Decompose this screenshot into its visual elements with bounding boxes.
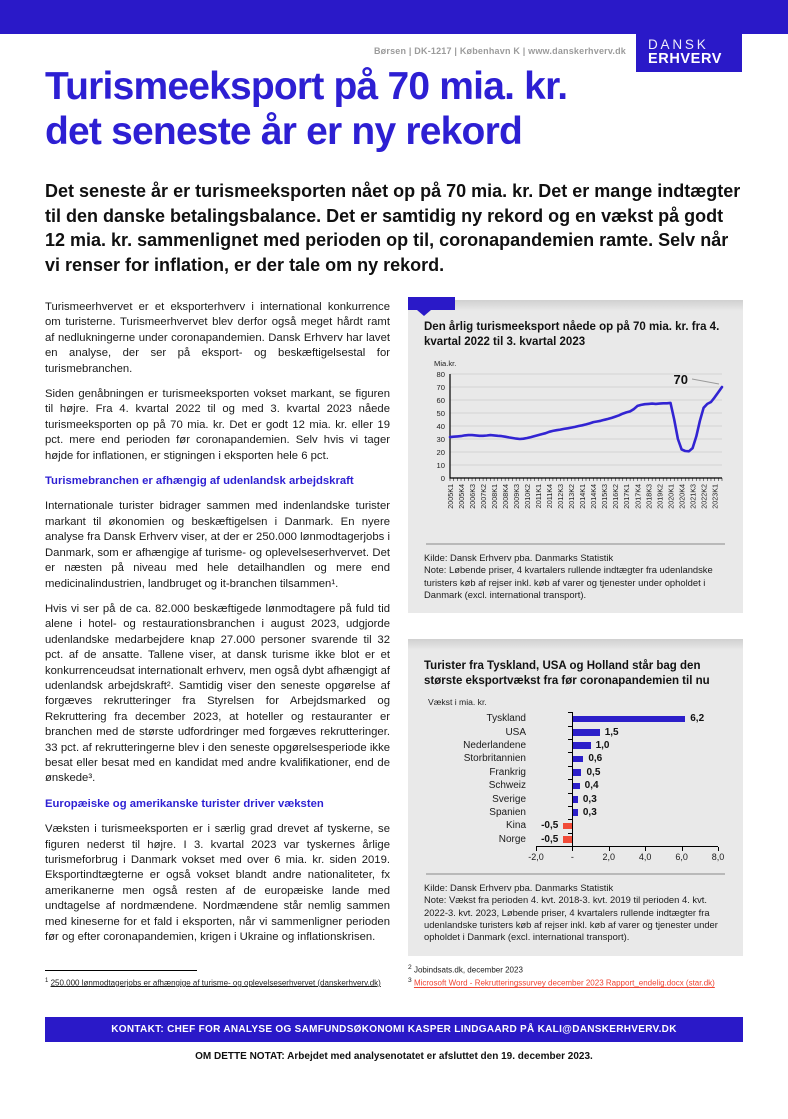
- footnote-3-link[interactable]: Microsoft Word - Rekrutteringssurvey december 2023 Rapport_endelig.docx (star.dk): [413, 978, 715, 988]
- svg-text:2010K2: 2010K2: [523, 484, 532, 509]
- page-header: [374, 33, 742, 72]
- svg-text:2023K1: 2023K1: [710, 484, 720, 509]
- footnote-2-text: Jobindsats.dk, december 2023: [413, 965, 523, 975]
- x-axis-tick-label: 4,0: [638, 852, 652, 863]
- bar-row: [536, 793, 718, 806]
- footnote-1: [45, 976, 390, 989]
- page-content: [0, 64, 788, 989]
- logo-text-bottom: ERHVERV: [648, 51, 723, 67]
- bar-chart-box: [408, 639, 743, 955]
- x-axis-tick: [645, 847, 646, 851]
- svg-text:2009K3: 2009K3: [512, 484, 521, 509]
- paragraph: Internationale turister bidrager sammen med indenlandske turister markant til økonomien og beskæftigelsen i Danmark. En nyere analyse fra Dansk Erhverv viser, at der er 250.000 lønmodtagerjobs i Danmark, som er afhængige af turisme- og oplevelseserhvervet. Det er næsten på niveau med hele detailhandlen og mere end medicinalindustrien, landbruget og it-branchen tilsammen¹.: [45, 500, 390, 590]
- top-brand-bar: [0, 0, 788, 34]
- svg-text:2008K1: 2008K1: [489, 484, 499, 509]
- svg-text:2005K4: 2005K4: [456, 484, 466, 509]
- section-heading: Europæiske og amerikanske turister driver væksten: [45, 797, 324, 810]
- growth-chart-plot: [536, 712, 718, 846]
- bar-value-label: 1,0: [595, 739, 610, 751]
- chart-source-divider: [426, 543, 725, 545]
- bar-category-label: Tyskland: [486, 713, 526, 725]
- category-axis-tick: [568, 806, 572, 807]
- bar-category-label: Nederlandene: [463, 739, 526, 751]
- footnote-2: [408, 962, 743, 976]
- bar-category-label: Norge: [498, 833, 526, 845]
- bar: [563, 836, 572, 843]
- line-chart-note: Note: Løbende priser, 4 kvartalers rullende indtægter fra udenlandske turisters køb af rejser inkl. køb af varer og tjenester under opholdet i Danmark (excl. international transport).: [424, 564, 713, 600]
- svg-text:2017K4: 2017K4: [633, 484, 643, 509]
- x-axis-tick: [536, 847, 537, 851]
- category-axis-tick: [568, 766, 572, 767]
- bar-category-label: Schweiz: [488, 780, 526, 792]
- bar: [563, 823, 572, 830]
- line-chart-box: [408, 300, 743, 613]
- bar-row: [536, 819, 718, 832]
- bar-chart-title: Turister fra Tyskland, USA og Holland står bag den største eksportvækst fra før coronapandemien til nu: [424, 660, 710, 688]
- bar-row: [536, 726, 718, 739]
- bar-value-label: -0,5: [541, 833, 559, 845]
- blue-ribbon-marker: [408, 297, 455, 310]
- bar-value-label: 0,3: [582, 806, 597, 818]
- line-chart-source: Kilde: Dansk Erhverv pba. Danmarks Statistik: [424, 552, 614, 563]
- svg-text:2012K3: 2012K3: [556, 484, 566, 509]
- logo-text-top: DANSK: [648, 37, 709, 52]
- svg-text:80: 80: [436, 369, 445, 379]
- svg-text:60: 60: [436, 395, 445, 405]
- about-note: OM DETTE NOTAT: Arbejdet med analysenotatet er afsluttet den 19. december 2023.: [195, 1050, 593, 1062]
- svg-text:2008K4: 2008K4: [500, 484, 510, 509]
- page-title: [45, 64, 743, 154]
- growth-chart-plotwrap: [528, 712, 725, 865]
- category-axis-tick: [568, 819, 572, 820]
- svg-text:Mia.kr.: Mia.kr.: [434, 359, 457, 368]
- figures-column: [408, 300, 743, 989]
- x-axis-tick: [718, 847, 719, 851]
- category-axis-tick: [568, 833, 572, 834]
- svg-text:2022K2: 2022K2: [699, 484, 709, 509]
- bar-value-label: 0,3: [582, 793, 597, 805]
- footnote-divider: [45, 970, 197, 971]
- svg-text:20: 20: [436, 447, 445, 457]
- bar-row: [536, 779, 718, 792]
- svg-text:2020K4: 2020K4: [677, 484, 687, 509]
- bar-row: [536, 712, 718, 725]
- bar-value-label: 0,4: [584, 780, 599, 792]
- bar-value-label: 1,5: [604, 726, 619, 738]
- bar-chart-body: [424, 712, 727, 865]
- svg-text:50: 50: [436, 408, 445, 418]
- title-line-2: det seneste år er ny rekord: [45, 110, 522, 153]
- bar-chart-axis-label: Vækst i mia. kr.: [428, 697, 487, 708]
- category-axis-tick: [568, 752, 572, 753]
- paragraph: Siden genåbningen er turismeeksporten vokset markant, se figuren til højre. Fra 4. kvartal 2022 til og med 3. kvartal 2023 nåede turismeeksporten op på 70 mia. kr. Det er godt 12 mia. kr. eller 19 pct. mere end perioden før coronapandemien. Selv hvis vi tager højde for inflationen, er stigningen i eksporten hele 6 pct.: [45, 388, 390, 462]
- svg-text:2014K1: 2014K1: [578, 484, 588, 509]
- svg-text:0: 0: [440, 473, 445, 483]
- bar-value-label: 6,2: [690, 713, 705, 725]
- x-axis-tick-label: -2,0: [528, 852, 544, 863]
- category-axis-tick: [568, 712, 572, 713]
- bar-category-label: Frankrig: [489, 766, 526, 778]
- paragraph: Turismeerhvervet er et eksporterhverv i international konkurrence om turisterne. Turismeerhvervet blev derfor også meget hårdt ramt af nedlukningerne under coronapandemien. Dansk Erhverv har lavet en analyse, der ser på eksport- og beskæftigelsestal for turismebranchen.: [45, 301, 390, 375]
- bar-chart-note: Note: Vækst fra perioden 4. kvt. 2018-3. kvt. 2019 til perioden 4. kvt. 2022-3. kvt. 2023, Løbende priser, 4 kvartalers rullende indtægter fra udenlandske turisters køb af rejser inkl. køb af varer og tjenester under opholdet i Danmark (excl. international transport).: [424, 894, 718, 943]
- bar-category-label: Spanien: [489, 806, 526, 818]
- x-axis-tick: [609, 847, 610, 851]
- intro-paragraph: Det seneste år er turismeeksporten nået op på 70 mia. kr. Det er mange indtægter til den danske betalingsbalance. Det er samtidig ny rekord og en vækst på godt 12 mia. kr. sammenlignet med perioden op til, coronapandemien ramte. Selv når vi renser for inflation, er der tale om ny rekord.: [45, 181, 741, 275]
- bar: [572, 716, 685, 723]
- contact-bar: KONTAKT: CHEF FOR ANALYSE OG SAMFUNDSØKONOMI KASPER LINDGAARD PÅ KALI@DANSKERHVERV.DK: [45, 1017, 743, 1042]
- turismeeksport-line-chart: [424, 358, 727, 530]
- article-column: [45, 300, 390, 989]
- bar: [572, 769, 581, 776]
- title-line-1: Turismeeksport på 70 mia. kr.: [45, 65, 568, 108]
- footnote-1-link[interactable]: 250.000 lønmodtagerjobs er afhængige af turisme- og oplevelseserhvervet (danskerhverv.dk): [50, 978, 381, 988]
- bar-row: [536, 833, 718, 846]
- bar: [572, 756, 583, 763]
- category-axis-tick: [568, 726, 572, 727]
- bar-value-label: 0,6: [588, 753, 603, 765]
- x-axis-tick-label: -: [570, 852, 574, 863]
- footnote-3: [408, 975, 743, 989]
- bar-row: [536, 739, 718, 752]
- svg-text:2011K1: 2011K1: [534, 484, 543, 509]
- growth-chart-axis: [528, 846, 725, 865]
- paragraph: Hvis vi ser på de ca. 82.000 beskæftigede lønmodtagere på fuld tid alene i hotel- og restaurationsbranchen i august 2023, udgjorde udenlandske medarbejdere knap 27.000 personer svarende til 32 pct. af de ansatte. Tallene viser, at dansk turisme ikke blot er et konkurrenceudsat internationalt erhverv, men også dybt afhængigt af udenlandsk arbejdskraft². Samtidig viser den seneste opgørelse af forgæves rekrutteringer fra Styrelsen for Arbejdsmarked og Rekruttering fra december 2023, at hoteller og restauranter er branchen med de største udfordringer med forgæves rekrutteringer. 33 pct. af rekrutteringerne blev i den seneste opgørelsesperiode ikke besat eller besat med en kandidat med andre kvalifikationer, end de ønskede³.: [45, 602, 390, 785]
- bar: [572, 783, 579, 790]
- footnote-block-left: [45, 964, 390, 989]
- svg-text:2014K4: 2014K4: [589, 484, 599, 509]
- line-chart-title: Den årlig turismeeksport nåede op på 70 mia. kr. fra 4. kvartal 2022 til 3. kvartal 2023: [424, 321, 720, 348]
- svg-text:40: 40: [436, 421, 445, 431]
- bar-chart-source: Kilde: Dansk Erhverv pba. Danmarks Statistik: [424, 882, 614, 894]
- svg-text:2007K2: 2007K2: [478, 484, 488, 509]
- svg-text:2021K3: 2021K3: [688, 484, 698, 509]
- bar-category-label: USA: [505, 726, 526, 738]
- footnote-block-right: [408, 956, 743, 989]
- bar-value-label: -0,5: [541, 820, 559, 832]
- spacer: [408, 613, 743, 639]
- svg-text:70: 70: [436, 382, 445, 392]
- svg-text:2020K1: 2020K1: [666, 484, 676, 509]
- footnote-marker: 2: [408, 963, 412, 971]
- bar-row: [536, 766, 718, 779]
- x-axis-tick: [682, 847, 683, 851]
- x-axis-tick-label: 6,0: [675, 852, 688, 863]
- zero-axis-line: [572, 712, 573, 846]
- svg-text:2016K2: 2016K2: [611, 484, 621, 509]
- svg-text:10: 10: [436, 460, 445, 470]
- svg-text:2019K2: 2019K2: [655, 484, 665, 509]
- bar-row: [536, 806, 718, 819]
- bar-value-label: 0,5: [586, 766, 601, 778]
- two-column-body: [45, 300, 743, 989]
- address-line: Børsen | DK-1217 | København K | www.danskerhverv.dk: [373, 46, 626, 56]
- svg-text:2017K1: 2017K1: [622, 484, 632, 509]
- category-axis-tick: [568, 793, 572, 794]
- footnote-marker: 3: [408, 977, 412, 985]
- svg-text:2006K3: 2006K3: [467, 484, 477, 509]
- bar: [572, 742, 590, 749]
- growth-chart-categories: [424, 712, 536, 865]
- svg-text:2005K1: 2005K1: [445, 484, 455, 509]
- bar-category-label: Kina: [505, 820, 526, 832]
- svg-text:2015K3: 2015K3: [600, 484, 610, 509]
- svg-text:2011K4: 2011K4: [545, 484, 554, 509]
- dansk-erhverv-logo: [636, 33, 742, 72]
- bar-row: [536, 752, 718, 765]
- svg-text:2018K3: 2018K3: [644, 484, 654, 509]
- paragraph: Væksten i turismeeksporten er i særlig grad drevet af tyskerne, se figuren nederst til højre. I 3. kvartal 2023 var tyskernes årlige turismeforbrug i Danmark vokset med over 6 mia. kr. siden 2019. Eksportindtægterne er også vokset blandt andre nationaliteter, fx amerikanerne men også resten af de europæiske lande med undtagelse af nordmændene. Nordmændene står nemlig sammen med kineserne for et fald i eksporten, når vi sammenligner perioden før og efter coronapandemien, krigen i Ukraine og inflationskrisen.: [45, 823, 390, 944]
- category-axis-tick: [568, 739, 572, 740]
- svg-text:30: 30: [436, 434, 445, 444]
- chart-source-divider: [426, 873, 725, 875]
- footnote-marker: 1: [45, 977, 49, 984]
- bar: [572, 729, 599, 736]
- section-heading: Turismebranchen er afhængig af udenlandsk arbejdskraft: [45, 475, 354, 488]
- x-axis-tick-label: 8,0: [711, 852, 725, 863]
- svg-text:70: 70: [673, 372, 688, 387]
- bar-category-label: Storbritannien: [463, 753, 526, 765]
- category-axis-tick: [568, 779, 572, 780]
- bar-category-label: Sverige: [492, 793, 526, 805]
- x-axis-tick: [572, 847, 573, 851]
- svg-text:2013K2: 2013K2: [567, 484, 577, 509]
- x-axis-tick-label: 2,0: [602, 852, 616, 863]
